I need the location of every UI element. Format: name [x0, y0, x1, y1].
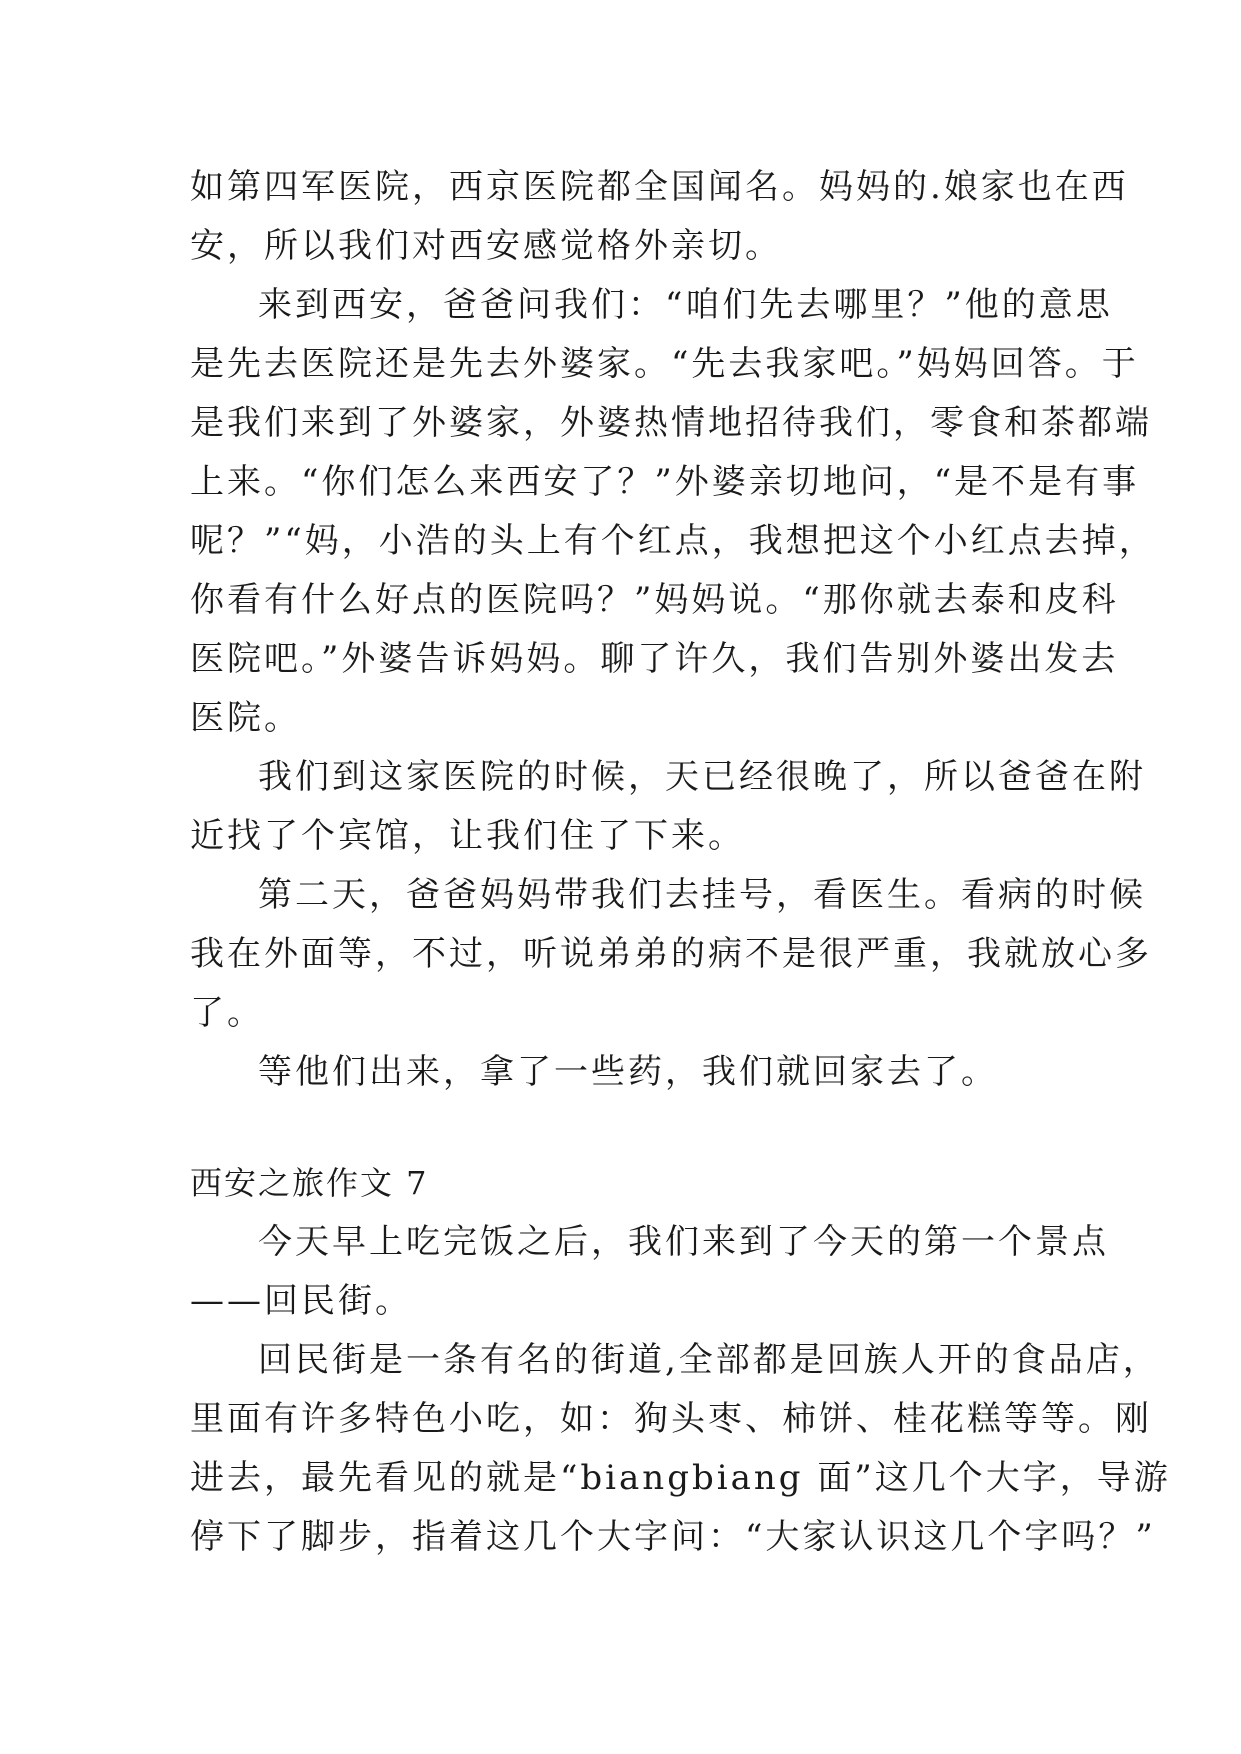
paragraph: [190, 1213, 1109, 1331]
text-line: 等他们出来，拿了一些药，我们就回家去了。: [258, 1052, 998, 1092]
text-line: 是先去医院还是先去外婆家。“先去我家吧。”妈妈回答。于: [190, 344, 1139, 384]
section-heading: 西安之旅作文 7: [190, 1164, 429, 1202]
text-line: 医院吧。”外婆告诉妈妈。聊了许久，我们告别外婆出发去: [190, 639, 1119, 679]
text-line: 上来。“你们怎么来西安了？”外婆亲切地问，“是不是有事: [190, 462, 1140, 502]
text-line: 安，所以我们对西安感觉格外亲切。: [190, 226, 782, 266]
text-line: 了。: [190, 993, 264, 1033]
paragraph: [190, 276, 1156, 748]
document-body: [190, 158, 1171, 1567]
text-line: 停下了脚步，指着这几个大字问：“大家认识这几个字吗？”: [190, 1517, 1156, 1557]
text-line: 来到西安，爸爸问我们：“咱们先去哪里？”他的意思: [258, 285, 1113, 325]
paragraph: [190, 866, 1152, 1043]
paragraph: [190, 1043, 1070, 1102]
text-line: 里面有许多特色小吃，如：狗头枣、柿饼、桂花糕等等。刚: [190, 1399, 1152, 1439]
text-line: 第二天，爸爸妈妈带我们去挂号，看医生。看病的时候: [258, 875, 1146, 915]
text-line: 回民街是一条有名的街道,全部都是回族人开的食品店，: [258, 1340, 1160, 1380]
text-line: ——回民街。: [190, 1281, 412, 1321]
section-heading-wrap: [190, 1154, 1070, 1213]
text-line: 今天早上吃完饭之后，我们来到了今天的第一个景点: [258, 1222, 1109, 1262]
section-gap: [190, 1102, 1070, 1154]
text-line: 我们到这家医院的时候，天已经很晚了，所以爸爸在附: [258, 757, 1146, 797]
text-line: 医院。: [190, 698, 301, 738]
text-line: 呢？”“妈，小浩的头上有个红点，我想把这个小红点去掉，: [190, 521, 1156, 561]
text-line: 是我们来到了外婆家，外婆热情地招待我们，零食和茶都端: [190, 403, 1152, 443]
text-line: 我在外面等，不过，听说弟弟的病不是很严重，我就放心多: [190, 934, 1152, 974]
text-line: 近找了个宾馆，让我们住了下来。: [190, 816, 745, 856]
paragraph: [190, 748, 1146, 866]
text-line: 进去，最先看见的就是“biangbiang 面”这几个大字，导游: [190, 1458, 1171, 1498]
text-line: 如第四军医院，西京医院都全国闻名。妈妈的.娘家也在西: [190, 167, 1129, 207]
paragraph-continued: [190, 158, 1129, 276]
paragraph: [190, 1331, 1171, 1567]
text-line: 你看有什么好点的医院吗？”妈妈说。“那你就去泰和皮科: [190, 580, 1119, 620]
